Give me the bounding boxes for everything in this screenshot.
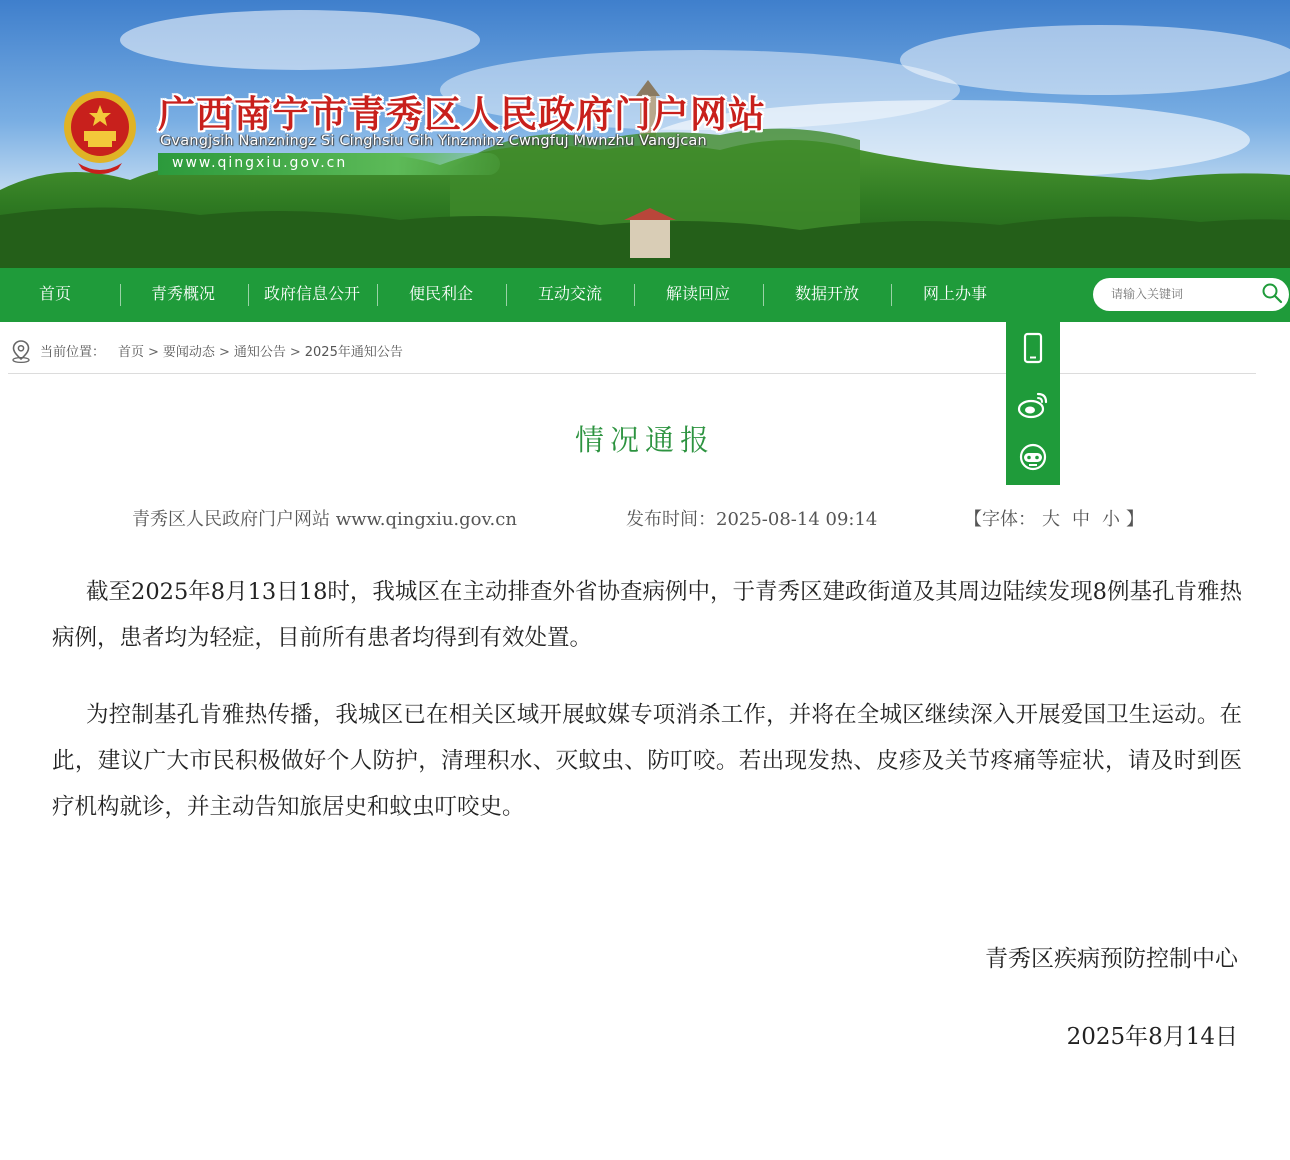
breadcrumb (8, 336, 1256, 374)
article-paragraph: 截至2025年8月13日18时，我城区在主动排查外省协查病例中，于青秀区建政街道及其周边陆续发现8例基孔肯雅热病例，患者均为轻症，目前所有患者均得到有效处置。 (52, 579, 1242, 651)
site-url: www.qingxiu.gov.cn (172, 155, 348, 171)
share-panel (1006, 322, 1060, 485)
nav-item-services[interactable]: 便民利企 (408, 284, 473, 303)
font-size-label: 【字体： (964, 509, 1036, 530)
nav-item-interpretation[interactable]: 解读回应 (665, 284, 730, 303)
breadcrumb-trail (118, 341, 403, 360)
mobile-phone-icon[interactable] (1016, 331, 1050, 365)
nav-item-gov-info[interactable]: 政府信息公开 (263, 284, 360, 303)
weibo-icon[interactable] (1016, 388, 1050, 422)
font-size-small-button[interactable]: 小 (1102, 509, 1120, 530)
site-subtitle: Gvangjsih Nanzningz Si Cinghsiu Gih Yinzminz Cwngfuj Mwnzhu Vangjcan (160, 133, 707, 149)
font-size-large-button[interactable]: 大 (1042, 509, 1060, 530)
search-icon[interactable] (1260, 281, 1284, 305)
breadcrumb-separator: > (148, 345, 159, 360)
breadcrumb-label: 当前位置： (40, 345, 106, 360)
breadcrumb-news[interactable]: 要闻动态 (162, 345, 215, 360)
nav-item-interaction[interactable]: 互动交流 (537, 284, 602, 303)
site-title: 广西南宁市青秀区人民政府门户网站 (158, 93, 766, 136)
nav-item-home[interactable]: 首页 (38, 284, 71, 303)
national-emblem-icon (60, 85, 140, 177)
article-signature: 青秀区疾病预防控制中心 (985, 946, 1238, 972)
article-paragraph: 为控制基孔肯雅热传播，我城区已在相关区域开展蚊媒专项消杀工作，并将在全城区继续深入开展爱国卫生运动。在此，建议广大市民积极做好个人防护，清理积水、灭蚊虫、防叮咬。若出现发热、皮疹及关节疼痛等症状，请及时到医疗机构就诊，并主动告知旅居史和蚊虫叮咬史。 (52, 702, 1242, 820)
breadcrumb-notices-2025[interactable]: 2025年通知公告 (304, 345, 403, 360)
nav-item-overview[interactable]: 青秀概况 (150, 284, 215, 303)
font-size-switcher (964, 505, 1144, 531)
location-pin-icon (8, 338, 34, 364)
nav-item-open-data[interactable]: 数据开放 (794, 284, 859, 303)
font-size-bracket: 】 (1126, 509, 1144, 530)
breadcrumb-separator: > (289, 345, 301, 360)
breadcrumb-separator: > (218, 345, 230, 360)
article-source: 青秀区人民政府门户网站 www.qingxiu.gov.cn (132, 509, 517, 530)
site-banner (0, 0, 1290, 268)
article-title: 情况通报 (574, 423, 715, 457)
publish-time-value: 2025-08-14 09:14 (716, 509, 878, 530)
nav-item-online-services[interactable]: 网上办事 (922, 284, 987, 303)
site-url-bar (158, 153, 500, 175)
publish-label: 发布时间： (626, 509, 716, 530)
breadcrumb-home[interactable]: 首页 (118, 345, 145, 360)
font-size-medium-button[interactable]: 中 (1072, 509, 1090, 530)
search-input[interactable] (1111, 284, 1251, 304)
breadcrumb-notices[interactable]: 通知公告 (233, 345, 286, 360)
article-publish-time (626, 505, 877, 531)
article-sign-date: 2025年8月14日 (1066, 1024, 1238, 1050)
